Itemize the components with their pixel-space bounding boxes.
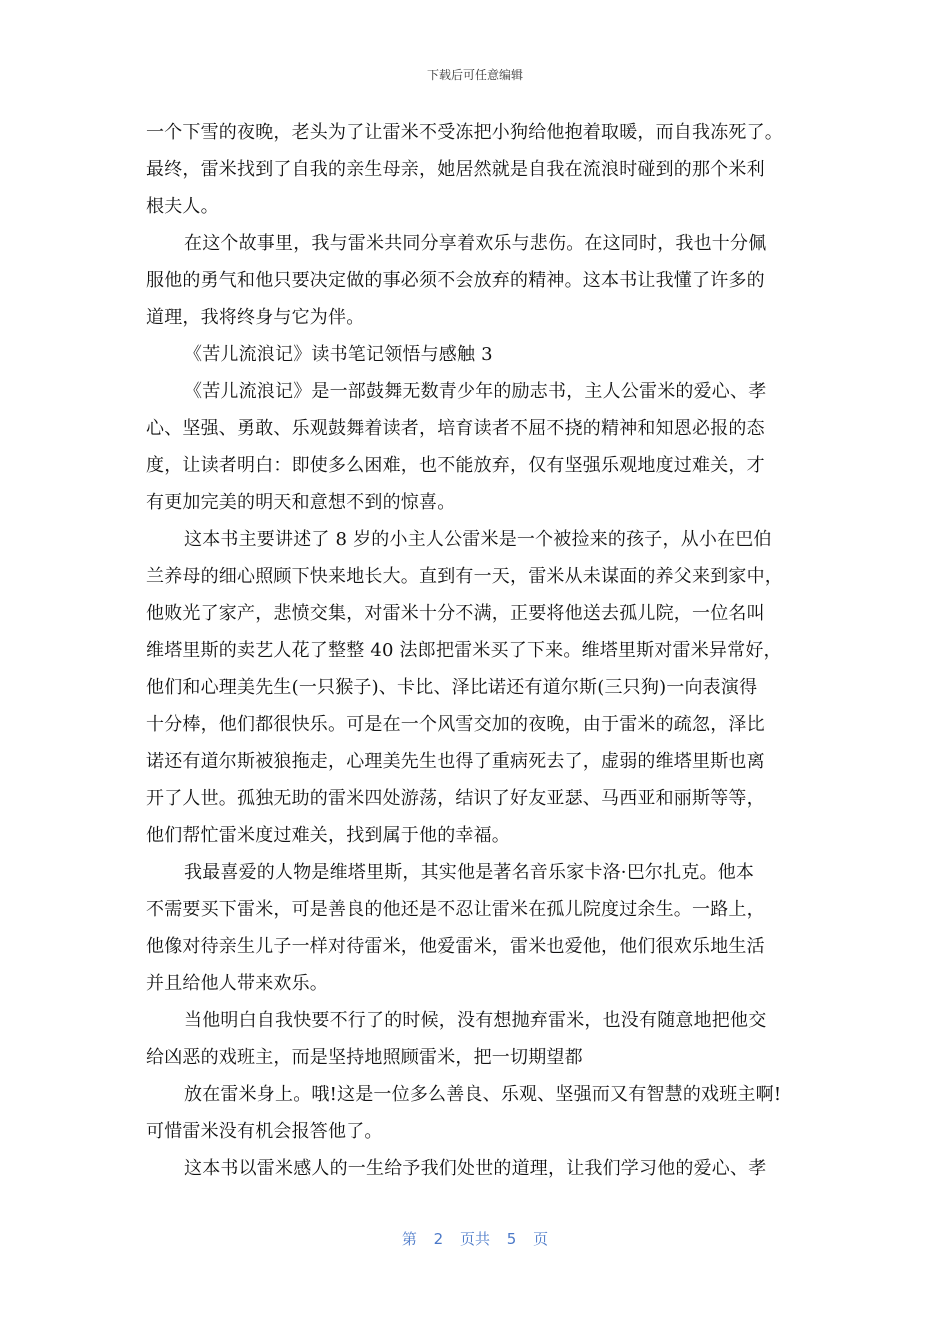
text-line: 他们和心理美先生(一只猴子)、卡比、泽比诺还有道尔斯(三只狗)一向表演得: [146, 677, 758, 698]
text-line: 我最喜爱的人物是维塔里斯，其实他是著名音乐家卡洛·巴尔扎克。他本: [184, 862, 755, 883]
text-line: 这本书主要讲述了 8 岁的小主人公雷米是一个被捡来的孩子，从小在巴伯: [184, 529, 772, 550]
footer-suffix: 页: [533, 1230, 549, 1248]
footer-middle: 页共: [459, 1230, 490, 1248]
text-line: 放在雷米身上。哦!这是一位多么善良、乐观、坚强而又有智慧的戏班主啊!: [184, 1084, 782, 1105]
text-line: 并且给他人带来欢乐。: [146, 973, 328, 994]
text-line: 度，让读者明白：即使多么困难，也不能放弃，仅有坚强乐观地度过难关，才: [146, 455, 765, 476]
text-line: 服他的勇气和他只要决定做的事必须不会放弃的精神。这本书让我懂了许多的: [146, 270, 765, 291]
text-line: 他败光了家产，悲愤交集，对雷米十分不满，正要将他送去孤儿院，一位名叫: [146, 603, 765, 624]
text-line: 心、坚强、勇敢、乐观鼓舞着读者，培育读者不屈不挠的精神和知恩必报的态: [146, 418, 765, 439]
text-line: 这本书以雷米感人的一生给予我们处世的道理，让我们学习他的爱心、孝: [184, 1158, 767, 1179]
current-page-number: 2: [433, 1230, 444, 1248]
section-heading: 《苦儿流浪记》读书笔记领悟与感触 3: [184, 344, 493, 365]
text-line: 《苦儿流浪记》是一部鼓舞无数青少年的励志书，主人公雷米的爱心、孝: [184, 381, 767, 402]
page-header: 下载后可任意编辑: [426, 68, 523, 82]
text-line: 他像对待亲生儿子一样对待雷米，他爱雷米，雷米也爱他，他们很欢乐地生活: [146, 936, 765, 957]
page-number-footer: [0, 1228, 950, 1249]
text-line: 诺还有道尔斯被狼拖走，心理美先生也得了重病死去了，虚弱的维塔里斯也离: [146, 751, 765, 772]
footer-prefix: 第: [401, 1230, 417, 1248]
text-line: 兰养母的细心照顾下快来地长大。直到有一天，雷米从未谋面的养父来到家中，: [146, 566, 783, 587]
text-line: 一个下雪的夜晚，老头为了让雷米不受冻把小狗给他抱着取暖，而自我冻死了。: [146, 122, 783, 143]
text-line: 维塔里斯的卖艺人花了整整 40 法郎把雷米买了下来。维塔里斯对雷米异常好，: [146, 640, 782, 661]
total-page-count: 5: [506, 1230, 517, 1248]
text-line: 开了人世。孤独无助的雷米四处游荡，结识了好友亚瑟、马西亚和丽斯等等，: [146, 788, 765, 809]
text-line: 不需要买下雷米，可是善良的他还是不忍让雷米在孤儿院度过余生。一路上，: [146, 899, 765, 920]
text-line: 有更加完美的明天和意想不到的惊喜。: [146, 492, 456, 513]
text-line: 在这个故事里，我与雷米共同分享着欢乐与悲伤。在这同时，我也十分佩: [184, 233, 767, 254]
text-line: 道理，我将终身与它为伴。: [146, 307, 365, 328]
text-line: 当他明白自我快要不行了的时候，没有想抛弃雷米，也没有随意地把他交: [184, 1010, 767, 1031]
text-line: 可惜雷米没有机会报答他了。: [146, 1121, 383, 1142]
text-line: 他们帮忙雷米度过难关，找到属于他的幸福。: [146, 825, 510, 846]
text-line: 给凶恶的戏班主，而是坚持地照顾雷米，把一切期望都: [146, 1047, 583, 1068]
text-line: 十分棒，他们都很快乐。可是在一个风雪交加的夜晚，由于雷米的疏忽，泽比: [146, 714, 765, 735]
document-body: [146, 114, 811, 1187]
text-line: 根夫人。: [146, 196, 219, 217]
text-line: 最终，雷米找到了自我的亲生母亲，她居然就是自我在流浪时碰到的那个米利: [146, 159, 765, 180]
